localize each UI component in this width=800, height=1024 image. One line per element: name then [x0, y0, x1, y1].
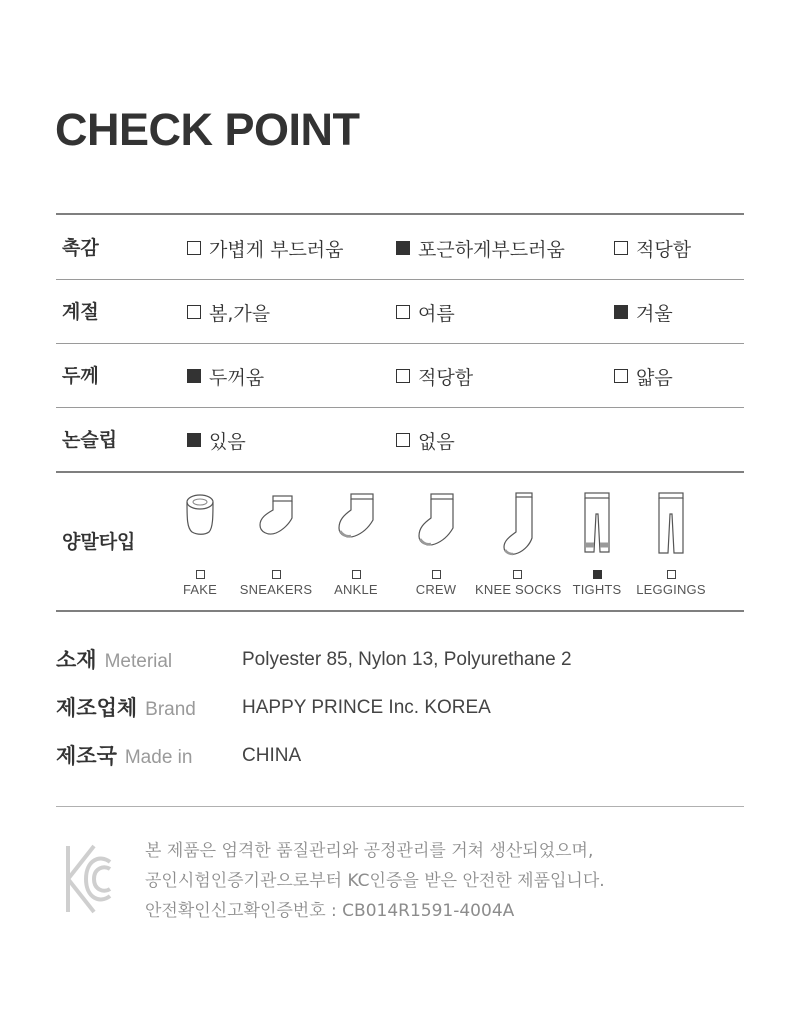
- checkbox-empty: [614, 369, 628, 383]
- option-spring-fall: [187, 280, 270, 344]
- knee-sock-icon: [497, 490, 537, 560]
- row-label: 논슬립: [62, 429, 118, 451]
- info-label: 제조업체 Brand: [56, 696, 196, 720]
- option-label: 적당함: [418, 366, 474, 389]
- checkbox-filled: [187, 369, 201, 383]
- info-origin: [56, 738, 744, 774]
- type-checkbox-empty: [352, 570, 361, 579]
- checkbox-empty: [396, 305, 410, 319]
- table-bottom-rule: [56, 610, 744, 612]
- checkbox-empty: [187, 305, 201, 319]
- sock-type-name: TIGHTS: [572, 582, 622, 597]
- sock-type-name: KNEE SOCKS: [475, 582, 562, 597]
- sock-type-ankle: [314, 490, 398, 597]
- option-moderate: [396, 344, 473, 408]
- option-label: 적당함: [636, 238, 692, 261]
- table-top-rule: [56, 213, 744, 215]
- type-checkbox-empty: [513, 570, 522, 579]
- option-label: 얇음: [636, 366, 673, 389]
- option-label: 있음: [209, 430, 246, 453]
- crew-sock-icon: [416, 490, 456, 560]
- info-brand: [56, 690, 744, 726]
- row-texture: [56, 216, 744, 280]
- sock-type-name: CREW: [415, 582, 457, 597]
- tights-icon: [577, 490, 617, 560]
- leggings-icon: [651, 490, 691, 560]
- sock-type-crew: [394, 490, 478, 597]
- option-light-soft: [187, 216, 344, 280]
- info-material: [56, 642, 744, 678]
- checkbox-filled: [187, 433, 201, 447]
- notice-line: 안전확인신고확인증번호 : CB014R1591-4004A: [145, 901, 515, 921]
- sock-type-label: 양말타입: [62, 531, 136, 553]
- option-label: 없음: [418, 430, 455, 453]
- section-divider: [56, 806, 744, 807]
- sneakers-sock-icon: [256, 490, 296, 560]
- option-summer: [396, 280, 455, 344]
- info-label: 소재 Meterial: [56, 648, 173, 672]
- checkbox-empty: [396, 369, 410, 383]
- checkbox-empty: [614, 241, 628, 255]
- row-label: 계절: [62, 301, 99, 323]
- info-value: HAPPY PRINCE Inc. KOREA: [242, 697, 491, 718]
- row-divider: [56, 471, 744, 473]
- type-checkbox-empty: [196, 570, 205, 579]
- row-season: [56, 280, 744, 344]
- option-thick: [187, 344, 264, 408]
- option-no: [396, 408, 455, 472]
- option-moderate: [614, 216, 691, 280]
- type-checkbox-filled: [593, 570, 602, 579]
- option-label: 가볍게 부드러움: [209, 238, 344, 261]
- sock-type-name: FAKE: [182, 582, 218, 597]
- option-winter: [614, 280, 673, 344]
- type-checkbox-empty: [272, 570, 281, 579]
- sock-type-knee: [475, 490, 562, 597]
- fake-sock-icon: [180, 490, 220, 560]
- checkbox-empty: [396, 433, 410, 447]
- info-label: 제조국 Made in: [56, 744, 193, 768]
- sock-type-name: ANKLE: [334, 582, 378, 597]
- sock-type-name: SNEAKERS: [239, 582, 313, 597]
- row-label: 촉감: [62, 237, 99, 259]
- row-nonslip: [56, 408, 744, 472]
- option-yes: [187, 408, 246, 472]
- checkbox-filled: [396, 241, 410, 255]
- type-checkbox-empty: [667, 570, 676, 579]
- page-title: CHECK POINT: [55, 104, 360, 155]
- kc-certification-notice: [145, 836, 745, 926]
- sock-type-tights: [555, 490, 639, 597]
- checkbox-filled: [614, 305, 628, 319]
- notice-line: 공인시험인증기관으로부터 KC인증을 받은 안전한 제품입니다.: [145, 871, 605, 891]
- notice-line: 본 제품은 엄격한 품질관리와 공정관리를 거쳐 생산되었으며,: [145, 841, 594, 861]
- info-value: CHINA: [242, 745, 302, 766]
- option-thin: [614, 344, 673, 408]
- info-value: Polyester 85, Nylon 13, Polyurethane 2: [242, 649, 572, 670]
- sock-type-sneakers: [234, 490, 318, 597]
- sock-type-fake: [158, 490, 242, 597]
- sock-type-leggings: [629, 490, 713, 597]
- ankle-sock-icon: [336, 490, 376, 560]
- option-cozy-soft: [396, 216, 565, 280]
- option-label: 여름: [418, 302, 455, 325]
- sock-type-name: LEGGINGS: [636, 582, 706, 597]
- option-label: 겨울: [636, 302, 673, 325]
- option-label: 봄,가을: [209, 302, 271, 325]
- row-label: 두께: [62, 365, 99, 387]
- checkbox-empty: [187, 241, 201, 255]
- option-label: 포근하게부드러움: [418, 238, 565, 261]
- row-thickness: [56, 344, 744, 408]
- type-checkbox-empty: [432, 570, 441, 579]
- option-label: 두꺼움: [209, 366, 265, 389]
- kc-mark-icon: [64, 840, 114, 918]
